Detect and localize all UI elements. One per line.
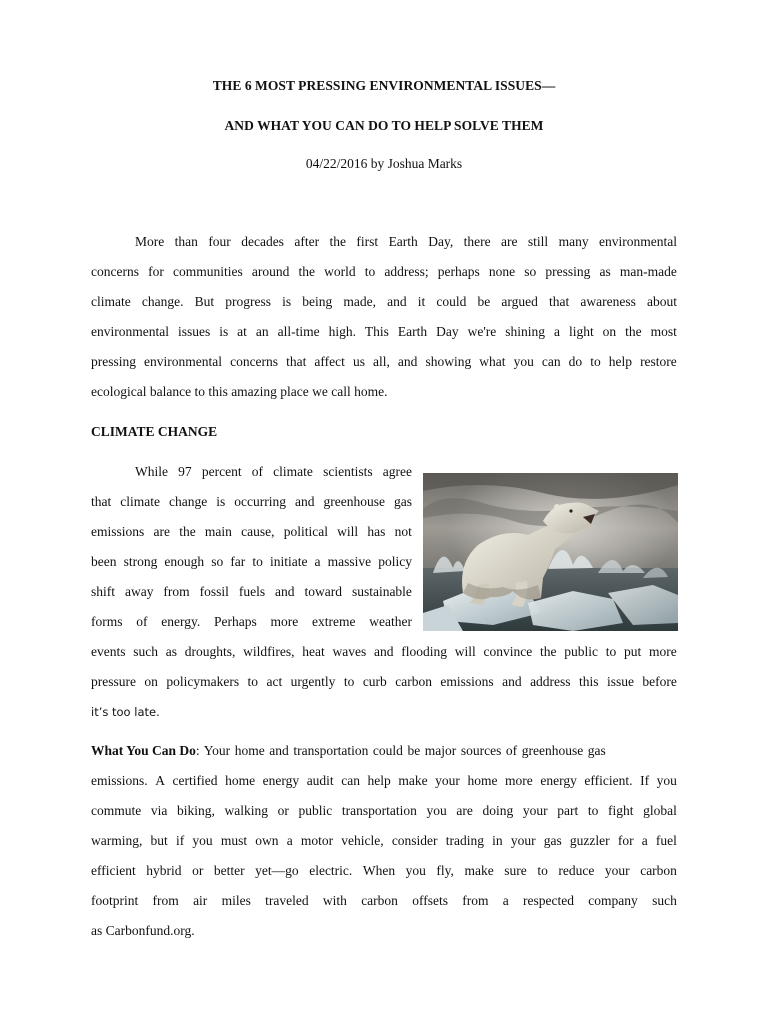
word: air <box>193 893 208 908</box>
word: Earth <box>388 234 418 249</box>
word: flooding <box>401 644 447 659</box>
word: guzzler <box>569 833 610 848</box>
word: your <box>604 863 630 878</box>
word: walking <box>224 803 269 818</box>
word: to <box>364 264 376 279</box>
word: and <box>294 494 315 509</box>
word: away <box>124 584 154 599</box>
word: public <box>298 803 333 818</box>
word: pressure <box>91 674 136 689</box>
word: emissions <box>91 524 145 539</box>
word: a <box>553 324 560 339</box>
word: a <box>641 833 648 848</box>
word: on <box>144 674 158 689</box>
action-line <box>91 916 677 946</box>
word: vehicle, <box>341 833 384 848</box>
word: the <box>298 264 315 279</box>
word: energy <box>262 773 300 788</box>
word: environmental <box>598 234 677 249</box>
word: respected <box>523 893 575 908</box>
word: your <box>522 803 548 818</box>
word: Day, <box>428 234 454 249</box>
word: footprint <box>91 893 139 908</box>
word: cause, <box>241 524 275 539</box>
word: commute <box>91 803 142 818</box>
word: pressing <box>545 264 591 279</box>
word: hybrid <box>146 863 182 878</box>
word: with <box>322 893 347 908</box>
word: your <box>435 773 460 788</box>
word: are <box>153 524 170 539</box>
word: the <box>540 644 557 659</box>
word: A <box>155 773 165 788</box>
word: greenhouse <box>323 494 385 509</box>
word: wildfires, <box>243 644 295 659</box>
word: motor <box>300 833 334 848</box>
climate-paragraph-wrapped <box>91 457 412 637</box>
word: certified <box>172 773 218 788</box>
word: trading <box>445 833 484 848</box>
word: change. <box>141 294 184 309</box>
word: agree <box>382 464 412 479</box>
word: But <box>194 294 215 309</box>
action-line <box>91 826 677 856</box>
word: convince <box>483 644 533 659</box>
word: around <box>251 264 290 279</box>
word: communities <box>172 264 243 279</box>
word: you <box>192 833 213 848</box>
word: your <box>510 833 536 848</box>
word: high. <box>328 324 356 339</box>
word: change <box>168 494 208 509</box>
word: we're <box>467 324 497 339</box>
word: electric. <box>309 863 353 878</box>
intro-paragraph <box>91 227 677 407</box>
word: argued <box>501 294 538 309</box>
climate-line <box>91 487 412 517</box>
climate-line <box>91 667 677 697</box>
word: decades <box>241 234 284 249</box>
word: and <box>502 674 522 689</box>
word: put <box>624 644 642 659</box>
word: such <box>133 644 158 659</box>
word: yet—go <box>255 863 299 878</box>
word: percent <box>201 464 242 479</box>
word: about <box>647 294 677 309</box>
word: urgently <box>290 674 336 689</box>
word: is <box>219 324 229 339</box>
word: issues <box>177 324 211 339</box>
word: as <box>599 264 611 279</box>
word: perhaps <box>437 264 480 279</box>
word: it <box>417 294 426 309</box>
word: what <box>479 354 506 369</box>
word: light <box>568 324 594 339</box>
word: shift <box>91 584 116 599</box>
word: Perhaps <box>213 614 257 629</box>
word: efficient. <box>584 773 633 788</box>
word: events <box>91 644 126 659</box>
action-line <box>91 796 677 826</box>
word: and <box>275 584 295 599</box>
word: all, <box>373 354 390 369</box>
word: address <box>530 674 571 689</box>
byline: 04/22/2016 by Joshua Marks <box>305 156 463 171</box>
word: more <box>505 773 533 788</box>
word: sustainable <box>351 584 412 599</box>
action-line-text: : Your home and transportation could be major sources of greenhouse gas <box>195 743 606 758</box>
word: global <box>643 803 677 818</box>
word: man-made <box>619 264 677 279</box>
word: concerns <box>230 354 279 369</box>
word: doing <box>482 803 514 818</box>
word: policy <box>378 554 412 569</box>
climate-line <box>91 457 412 487</box>
word: awareness <box>580 294 636 309</box>
word: efficient <box>91 863 136 878</box>
word: curb <box>362 674 387 689</box>
word: warming, <box>91 833 143 848</box>
word: political <box>283 524 328 539</box>
word: offsets <box>412 893 448 908</box>
word: More <box>135 234 165 249</box>
word: from <box>163 584 190 599</box>
word: energy. <box>161 614 201 629</box>
word: own <box>255 833 279 848</box>
word: Day <box>436 324 459 339</box>
word: emissions. <box>91 773 148 788</box>
climate-line <box>91 607 412 637</box>
climate-line <box>91 517 412 547</box>
word: traveled <box>265 893 309 908</box>
word: far <box>230 554 246 569</box>
word: via <box>150 803 168 818</box>
word: main <box>204 524 232 539</box>
word: carbon <box>361 893 398 908</box>
word: many <box>558 234 589 249</box>
word: heat <box>302 644 325 659</box>
word: act <box>266 674 283 689</box>
word: environmental <box>144 354 223 369</box>
word: consider <box>391 833 438 848</box>
word: environmental <box>91 324 169 339</box>
action-label: What You Can Do <box>91 743 196 758</box>
word: reduce <box>558 863 595 878</box>
word: and <box>387 294 407 309</box>
word: to <box>605 644 617 659</box>
word: home <box>225 773 256 788</box>
word: massive <box>327 554 372 569</box>
word: Earth <box>397 324 428 339</box>
section-heading-climate-change: CLIMATE CHANGE <box>91 424 218 439</box>
word: audit <box>306 773 334 788</box>
word: but <box>150 833 168 848</box>
document-title-line-2: AND WHAT YOU CAN DO TO HELP SOLVE THEM <box>224 118 544 133</box>
word: waves <box>332 644 367 659</box>
word: can <box>541 354 561 369</box>
word: you <box>513 354 534 369</box>
word: help <box>367 773 391 788</box>
climate-line <box>91 637 677 667</box>
word: not <box>394 524 412 539</box>
word: this <box>579 674 599 689</box>
word: energy <box>540 773 577 788</box>
word: has <box>367 524 386 539</box>
word: us <box>352 354 365 369</box>
word: restore <box>640 354 677 369</box>
word: affect <box>314 354 345 369</box>
word: must <box>220 833 248 848</box>
word: that <box>286 354 307 369</box>
word: there <box>463 234 491 249</box>
word: for <box>148 264 164 279</box>
word: sure <box>504 863 527 878</box>
word: at <box>237 324 247 339</box>
word: public <box>564 644 598 659</box>
polar-bear-photo <box>423 473 678 631</box>
word: to <box>247 674 259 689</box>
word: after <box>294 234 320 249</box>
word: so <box>524 264 537 279</box>
intro-line <box>91 227 677 257</box>
word: scientists <box>323 464 373 479</box>
word: is <box>216 494 226 509</box>
word: extreme <box>311 614 356 629</box>
climate-line <box>91 577 412 607</box>
word: fossil <box>199 584 229 599</box>
word: This <box>364 324 389 339</box>
word: still <box>527 234 549 249</box>
word: that <box>91 494 112 509</box>
word: climate <box>120 494 160 509</box>
word: will <box>337 524 359 539</box>
climate-line <box>91 697 677 727</box>
word: do <box>568 354 583 369</box>
word: more <box>649 644 677 659</box>
word: fuel <box>655 833 677 848</box>
word: none <box>488 264 516 279</box>
word: a <box>314 554 321 569</box>
word: occurring <box>234 494 286 509</box>
word: on <box>602 324 617 339</box>
word: the <box>329 234 346 249</box>
word: fuels <box>238 584 266 599</box>
action-line <box>91 886 677 916</box>
word: fight <box>608 803 634 818</box>
word: most <box>650 324 677 339</box>
intro-line <box>91 317 677 347</box>
action-line <box>91 766 677 796</box>
word: If <box>640 773 650 788</box>
word: address; <box>384 264 429 279</box>
climate-paragraph-continued <box>91 637 677 727</box>
word: a <box>502 893 509 908</box>
word: to <box>537 863 548 878</box>
word: to <box>590 354 601 369</box>
word: you <box>405 863 426 878</box>
word: progress <box>225 294 271 309</box>
action-line <box>91 736 677 766</box>
word: showing <box>425 354 472 369</box>
word: world <box>324 264 356 279</box>
word: to <box>252 554 263 569</box>
word: toward <box>304 584 342 599</box>
word: is <box>282 294 292 309</box>
word: the <box>625 324 642 339</box>
word: better <box>213 863 245 878</box>
word: droughts, <box>184 644 236 659</box>
word: forms <box>91 614 123 629</box>
word: climate <box>273 464 313 479</box>
document-title-line-1: THE 6 MOST PRESSING ENVIRONMENTAL ISSUES— <box>212 78 556 93</box>
word: are <box>501 234 518 249</box>
word: of <box>251 464 263 479</box>
word: to <box>343 674 355 689</box>
word: if <box>175 833 185 848</box>
word: While <box>135 464 168 479</box>
word: all-time <box>277 324 320 339</box>
word: policymakers <box>166 674 240 689</box>
word: gas <box>393 494 412 509</box>
word: that <box>549 294 570 309</box>
word: make <box>398 773 428 788</box>
action-line-text: as Carbonfund.org. <box>91 923 195 938</box>
word: first <box>356 234 379 249</box>
word: home <box>467 773 498 788</box>
word: before <box>642 674 677 689</box>
word: company <box>588 893 638 908</box>
word: help <box>608 354 633 369</box>
word: carbon <box>395 674 432 689</box>
word: make <box>464 863 494 878</box>
word: emissions <box>440 674 494 689</box>
word: for <box>617 833 634 848</box>
word: to <box>587 803 599 818</box>
word: initiate <box>269 554 308 569</box>
word: a <box>286 833 293 848</box>
climate-line-text: it’s too late. <box>91 705 160 719</box>
word: and <box>374 644 394 659</box>
word: enough <box>164 554 205 569</box>
word: made, <box>343 294 376 309</box>
word: being <box>302 294 333 309</box>
action-paragraph <box>91 736 677 946</box>
word: can <box>341 773 360 788</box>
word: gas <box>543 833 562 848</box>
word: issue <box>606 674 634 689</box>
word: you <box>656 773 677 788</box>
word: the <box>179 524 196 539</box>
word: weather <box>369 614 412 629</box>
word: are <box>456 803 473 818</box>
word: as <box>165 644 177 659</box>
word: more <box>270 614 299 629</box>
intro-line <box>91 287 677 317</box>
action-line <box>91 856 677 886</box>
word: part <box>557 803 579 818</box>
word: from <box>152 893 179 908</box>
word: and <box>397 354 418 369</box>
word: or <box>192 863 204 878</box>
word: pressing <box>91 354 136 369</box>
word: or <box>277 803 289 818</box>
word: When <box>362 863 396 878</box>
word: in <box>492 833 503 848</box>
word: than <box>174 234 198 249</box>
word: an <box>255 324 269 339</box>
word: biking, <box>177 803 215 818</box>
intro-line <box>91 347 677 377</box>
word: transportation <box>341 803 417 818</box>
word: miles <box>221 893 251 908</box>
intro-line <box>91 257 677 287</box>
word: such <box>652 893 677 908</box>
climate-line <box>91 547 412 577</box>
word: shining <box>505 324 545 339</box>
intro-line <box>91 377 677 407</box>
word: could <box>436 294 467 309</box>
word: from <box>462 893 489 908</box>
word: concerns <box>91 264 139 279</box>
word: be <box>477 294 491 309</box>
intro-line-text: ecological balance to this amazing place we call home. <box>91 384 388 399</box>
word: will <box>454 644 476 659</box>
word: been <box>91 554 117 569</box>
word: four <box>208 234 231 249</box>
word: so <box>211 554 224 569</box>
word: of <box>136 614 148 629</box>
word: you <box>426 803 447 818</box>
word: climate <box>91 294 131 309</box>
word: strong <box>123 554 158 569</box>
word: carbon <box>640 863 677 878</box>
word: fly, <box>436 863 454 878</box>
word: 97 <box>178 464 192 479</box>
